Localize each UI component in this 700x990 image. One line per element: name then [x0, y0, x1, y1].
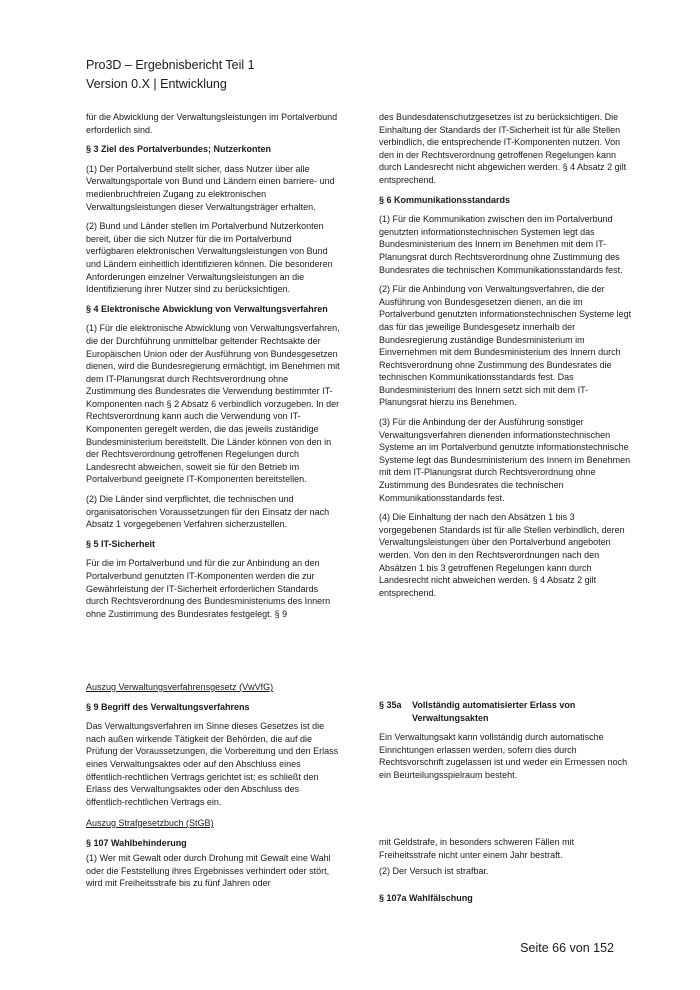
- section-heading-6: § 6 Kommunikationsstandards: [379, 194, 511, 205]
- section-number: § 35a: [379, 700, 402, 710]
- paragraph: (4) Die Einhaltung der nach den Absätzen 1 bis 3 vorgegebenen Standards ist für alle Stellen verbindlich, deren Verwaltungsleistungen über den Portalverbund angeboten werden. Von den in den Rechtsverordnungen nach den Absätzen 1 bis 3 getroffenen Regelungen kann durch Landesrecht nicht abweichen werden. § 4 Absatz 2 gilt entsprechend.: [379, 512, 625, 598]
- section-heading-3: § 3 Ziel des Portalverbundes; Nutzerkonten: [86, 144, 272, 155]
- paragraph: (2) Der Versuch ist strafbar.: [379, 866, 489, 877]
- paragraph: des Bundesdatenschutzgesetzes ist zu berücksichtigen. Die Einhaltung der Standards der IT-Sicherheit ist für alle Stellen verbindlich, die entsprechende IT-Komponenten nutzen. Von den in der Rechtsverordnung getroffenen Regelungen kann durch Landesrecht nicht abgewichen werden. § 4 Absatz 2 gilt entsprechend.: [379, 112, 627, 185]
- stgb-right: [379, 836, 633, 911]
- stgb-left: [86, 817, 340, 897]
- section-heading-4: § 4 Elektronische Abwicklung von Verwaltungsverfahren: [86, 303, 328, 314]
- section-heading-9: § 9 Begriff des Verwaltungsverfahrens: [86, 701, 250, 712]
- paragraph: für die Abwicklung der Verwaltungsleistungen im Portalverbund erforderlich sind.: [86, 112, 338, 135]
- paragraph: (2) Für die Anbindung von Verwaltungsverfahren, die der Ausführung von Bundesgesetzen dienen, an die im Portalverbund genutzten informationstechnischen Systeme legt das für das jeweilige Bundesgesetz innerhalb der Bundesregierung zuständige Bundesministerium im Einvernehmen mit dem Bundesministerium des Innern durch Rechtsverordnung ohne Zustimmung des Bundesrates die technischen Kommunikationsstandards fest. Das Bundesministerium des Innern setzt sich mit dem IT-Planungsrat hierzu ins Benehmen.: [379, 284, 632, 408]
- vwvfg-right: [379, 699, 633, 789]
- paragraph: Das Verwaltungsverfahren im Sinne dieses Gesetzes ist die nach außen wirkende Tätigkeit der Behörden, die auf die Prüfung der Voraussetzungen, die Vorbereitung und den Erlass eines Verwaltungsaktes oder auf den Abschluss eines öffentlich-rechtlichen Vertrags gerichtet ist; es schließt den Erlass des Verwaltungsaktes oder den Abschluss des öffentlich-rechtlichen Vertrags ein.: [86, 721, 339, 807]
- excerpt-heading-stgb: Auszug Strafgesetzbuch (StGB): [86, 818, 214, 828]
- page-number: Seite 66 von 152: [520, 941, 614, 955]
- section-title: Vollständig automatisierter Erlass von Verwaltungsakten: [412, 700, 576, 723]
- section-heading-5: § 5 IT-Sicherheit: [86, 538, 156, 549]
- header-version: Version 0.X | Entwicklung: [86, 77, 227, 91]
- section-heading-35a: [379, 699, 633, 724]
- paragraph: Für die im Portalverbund und für die zur Anbindung an den Portalverbund genutzten IT-Komponenten werden die zur Gewährleistung der IT-Sicherheit erforderlichen Standards durch Rechtsverordnung des Bundesministeriums des Innern ohne Zustimmung des Bundesrates festgelegt. § 9: [86, 558, 331, 619]
- section-heading-107a: § 107a Wahlfälschung: [379, 892, 473, 903]
- paragraph: (2) Die Länder sind verpflichtet, die technischen und organisatorischen Voraussetzungen für den Einsatz der nach Absatz 1 vorgegebenen Verfahren sicherzustellen.: [86, 494, 330, 530]
- document-header: [86, 56, 255, 94]
- paragraph: (1) Wer mit Gewalt oder durch Drohung mit Gewalt eine Wahl oder die Feststellung ihres Ergebnisses verhindert oder stört, wird mit Freiheitsstrafe bis zu fünf Jahren oder: [86, 853, 331, 889]
- right-column-top: [379, 111, 633, 606]
- paragraph: (1) Der Portalverbund stellt sicher, dass Nutzer über alle Verwaltungsportale von Bund und Ländern einen barriere- und medienbruchfreien Zugang zu elektronischen Verwaltungsleistungen dieser Verwaltungsträger erhalten.: [86, 163, 335, 212]
- paragraph: mit Geldstrafe, in besonders schweren Fällen mit Freiheitsstrafe nicht unter einem Jahr bestraft.: [379, 837, 575, 860]
- excerpt-heading-vwvfg: Auszug Verwaltungsverfahrensgesetz (VwVfG): [86, 682, 274, 692]
- left-column-top: [86, 111, 340, 627]
- paragraph: Ein Verwaltungsakt kann vollständig durch automatische Einrichtungen erlassen werden, sofern dies durch Rechtsvorschrift zugelassen ist und weder ein Ermessen noch ein Beurteilungsspielraum besteht.: [379, 732, 628, 780]
- paragraph: (3) Für die Anbindung der der Ausführung sonstiger Verwaltungsverfahren dienenden informationstechnischen Systeme an im Portalverbund genutzte informationstechnische Systeme legt das Bundesministerium des Innern im Benehmen mit dem IT-Planungsrat durch Rechtsverordnung ohne Zustimmung des Bundesrates die technischen Kommunikationsstandards fest.: [379, 417, 631, 503]
- section-heading-107: § 107 Wahlbehinderung: [86, 837, 187, 848]
- header-title: Pro3D – Ergebnisbericht Teil 1: [86, 58, 255, 72]
- paragraph: (2) Bund und Länder stellen im Portalverbund Nutzerkonten bereit, über die sich Nutzer für die im Portalverbund verfügbaren elektronischen Verwaltungsleistungen von Bund und Ländern einheitlich identifizieren können. Die besonderen Anforderungen einzelner Verwaltungsleistungen an die Identifizierung ihrer Nutzer sind zu berücksichtigen.: [86, 221, 333, 295]
- vwvfg-left: [86, 681, 340, 815]
- paragraph: (1) Für die elektronische Abwicklung von Verwaltungsverfahren, die der Durchführung unmittelbar geltender Rechtsakte der Europäischen Union oder der Ausführung von Bundesgesetzen dienen, wird die Bundesregierung ermächtigt, im Benehmen mit dem IT-Planungsrat durch Rechtsverordnung ohne Zustimmung des Bundesrates die Verwendung bestimmter IT-Komponenten nach § 2 Absatz 6 verbindlich vorzugeben. In der Rechtsverordnung kann auch die Verwendung von IT-Komponenten geregelt werden, die das jeweils zuständige Bundesministerium bereitstellt. Die Länder können von den in der Rechtsverordnung getroffenen Regelungen durch Landesrecht abweichen, soweit sie für den Betrieb im Portalverbund geeignete IT-Komponenten bereitstellen.: [86, 323, 340, 485]
- paragraph: (1) Für die Kommunikation zwischen den im Portalverbund genutzten informationstechnischen Systemen legt das Bundesministerium des Innern im Benehmen mit dem IT-Planungsrat durch Rechtsverordnung ohne Zustimmung des Bundesrates die technischen Kommunikationsstandards fest.: [379, 214, 623, 275]
